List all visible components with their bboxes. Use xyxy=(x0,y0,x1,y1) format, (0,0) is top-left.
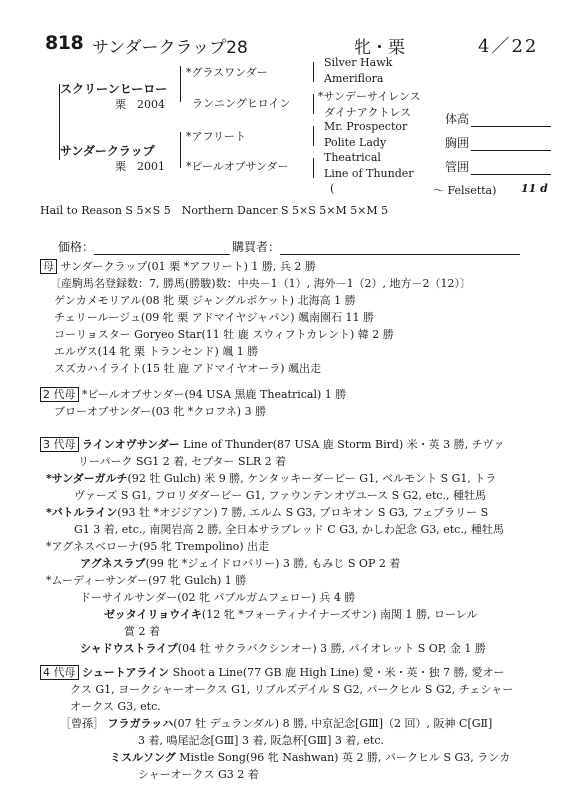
height-field[interactable] xyxy=(471,114,551,127)
list-item: ドーサイルサンダー(02 牝 パブルガムフェロー) 兵 4 勝 xyxy=(80,591,356,604)
list-item: (93 牡 *オジジアン) 7 勝, エルム S G3, プロキオン S G3, フェブラリー S xyxy=(117,506,489,519)
third-dam-label: 3 代母 xyxy=(40,437,79,452)
list-item-cont: 3 着, 鳴尾記念[GⅢ] 3 着, 阪急杯[GⅢ] 3 着, etc. xyxy=(138,734,385,747)
price-row xyxy=(58,238,520,255)
list-item: Mistle Song(96 牝 Nashwan) 英 2 勝, パークヒル S G3, ランカ xyxy=(175,751,511,764)
fourth-dam-info-cont: クス G1, ヨークシャーオークス G1, リブルズデイル S G2, パークヒル S G2, チェシャー xyxy=(70,683,514,696)
list-item-name: ミスルソング xyxy=(110,751,176,764)
sire-dam: ランニングヒロイン xyxy=(192,97,291,110)
chest-field[interactable] xyxy=(471,138,551,151)
list-item: (12 牝 *フォーティナイナーズサン) 南関 1 勝, ローレル xyxy=(201,608,478,621)
list-item: (04 牡 サクラバクシンオー) 3 勝, パイオレット S OP, 金 1 勝 xyxy=(177,642,486,655)
ds-bracket xyxy=(313,126,314,146)
fourth-dam-section xyxy=(40,664,560,783)
second-dam-line: *ピールオブサンダー(94 USA 黒鹿 Theatrical) 1 勝 xyxy=(82,388,347,401)
list-item-name: *バトルライン xyxy=(46,506,118,519)
price-label: 価格： xyxy=(58,240,95,254)
cannon-field[interactable] xyxy=(471,162,551,175)
list-item-name: *サンダーガルチ xyxy=(46,472,128,485)
ss-dam: Ameriflora xyxy=(324,72,384,85)
cannon-text: 管囲 xyxy=(445,160,470,174)
sd-dam: ダイナアクトレス xyxy=(324,106,412,119)
list-item: スズカハイライト(15 牡 鹿 アドマイヤオーラ) 颯出走 xyxy=(54,362,322,375)
chest-text: 胸囲 xyxy=(445,136,470,150)
list-item-cont: 賞 2 着 xyxy=(124,625,160,638)
list-item: (92 牡 Gulch) 米 9 勝, ケンタッキーダービー G1, ベルモント S G1, トラ xyxy=(127,472,497,485)
list-item-cont: シャーオークス G3 2 着 xyxy=(138,768,259,781)
sd-sire: *サンデーサイレンス xyxy=(318,90,421,103)
ds-dam: Polite Lady xyxy=(324,136,387,149)
lot-number: 818 xyxy=(45,32,84,54)
list-item: *アグネスベローナ(95 牝 Trempolino) 出走 xyxy=(46,540,270,553)
inbreeding: Hail to Reason S 5×S 5 Northern Dancer S 5×S 5×M 5×M 5 xyxy=(40,204,389,217)
birth-date: 4／22 xyxy=(478,36,539,57)
dam-section-label: 母 xyxy=(40,259,57,274)
fourth-dam-info: Shoot a Line(77 GB 鹿 High Line) 愛・米・英・独 7 勝, 愛オー xyxy=(169,666,505,679)
fourth-dam-name: シュートアライン xyxy=(82,666,170,679)
sire-info: 栗 2004 xyxy=(115,98,165,111)
fourth-dam-label: 4 代母 xyxy=(40,665,79,680)
third-dam-info-cont: リーパーク SG1 2 着, セプター SLR 2 着 xyxy=(78,455,287,468)
third-dam-section xyxy=(40,436,560,657)
list-item-name: シャドウストライプ xyxy=(80,642,178,655)
list-item: ブローオブサンダー(03 牝 *クロフネ) 3 勝 xyxy=(54,405,267,418)
dam-produce-summary: 〔産駒馬名登録数：7, 勝馬(勝駿)数：中央－1（1）, 海外－1（2）, 地方－2（12）〕 xyxy=(50,277,472,290)
buyer-field[interactable] xyxy=(280,242,520,255)
list-item: ゲンカメモリアル(08 牝 栗 ジャングルポケット) 北海高 1 勝 xyxy=(54,294,356,307)
sd-bracket xyxy=(313,94,314,114)
dam-line: サンダークラップ(01 栗 *アフリート) 1 勝, 兵 2 勝 xyxy=(60,260,316,273)
family-paren-open: ( xyxy=(330,182,335,195)
great-grandchild-label: ［曾孫］ xyxy=(60,717,104,730)
height-label xyxy=(445,110,551,127)
third-dam-name: ラインオヴサンダー xyxy=(82,438,180,451)
list-item: *ムーディーサンダー(97 牝 Gulch) 1 勝 xyxy=(46,574,247,587)
ss-sire: Silver Hawk xyxy=(324,56,393,69)
list-item: エルヴス(14 牝 栗 トランセンド) 颯 1 勝 xyxy=(54,345,259,358)
ds-sire: Mr. Prospector xyxy=(324,120,408,133)
sex-color: 牝・栗 xyxy=(354,38,405,58)
dam-bracket xyxy=(180,132,181,168)
list-item-name: フラガラッハ xyxy=(107,717,174,730)
list-item: チェリールージュ(09 牝 栗 アドマイヤジャパン) 颯南園石 11 勝 xyxy=(54,311,375,324)
list-item-name: アグネスラブ xyxy=(80,557,146,570)
cannon-label xyxy=(445,158,551,175)
dam-name: サンダークラップ xyxy=(60,144,155,158)
dd-bracket xyxy=(313,158,314,178)
sire-bracket xyxy=(180,66,181,102)
fourth-dam-info-cont: オークス G3, etc. xyxy=(70,700,161,713)
chest-label xyxy=(445,134,551,151)
height-text: 体高 xyxy=(445,112,470,126)
ss-bracket xyxy=(313,62,314,82)
list-item-cont: ヴァーズ S G1, フロリダダービー G1, ファウンテンオヴユース S G2, etc., 種牡馬 xyxy=(74,489,487,502)
dam-sire: *アフリート xyxy=(186,130,247,143)
family-number: 11 d xyxy=(521,182,548,195)
dam-section xyxy=(40,258,560,377)
price-field[interactable] xyxy=(94,242,230,255)
dd-dam: Line of Thunder xyxy=(324,167,414,180)
list-item: (99 牝 *ジェイドロバリー) 3 勝, もみじ S OP 2 着 xyxy=(145,557,401,570)
sire-name: スクリーンヒーロー xyxy=(60,82,168,96)
family-line: ～ Felsetta) xyxy=(433,184,497,197)
list-item-cont: G1 3 着, etc., 南関岩高 2 勝, 全日本サラブレッド C G3, かしわ記念 G3, etc., 種牡馬 xyxy=(74,523,504,536)
list-item: (07 牡 デュランダル) 8 勝, 中京記念[GⅢ]（2 回）, 阪神 C[GⅡ] xyxy=(173,717,493,730)
second-dam-section xyxy=(40,386,560,420)
third-dam-info: Line of Thunder(87 USA 鹿 Storm Bird) 米・英 3 勝, チヴァ xyxy=(179,438,505,451)
second-dam-label: 2 代母 xyxy=(40,387,79,402)
buyer-label: 購買者： xyxy=(232,240,281,254)
list-item: コーリョスター Goryeo Star(11 牡 鹿 スウィフトカレント) 韓 2 勝 xyxy=(54,328,394,341)
sire-sire: *グラスワンダー xyxy=(186,66,268,79)
dam-dam: *ピールオブサンダー xyxy=(186,160,289,173)
dam-info: 栗 2001 xyxy=(115,160,165,173)
dd-sire: Theatrical xyxy=(324,151,381,164)
horse-name: サンダークラップ28 xyxy=(92,38,248,58)
list-item-name: ゼッタイリョウイキ xyxy=(104,608,202,621)
